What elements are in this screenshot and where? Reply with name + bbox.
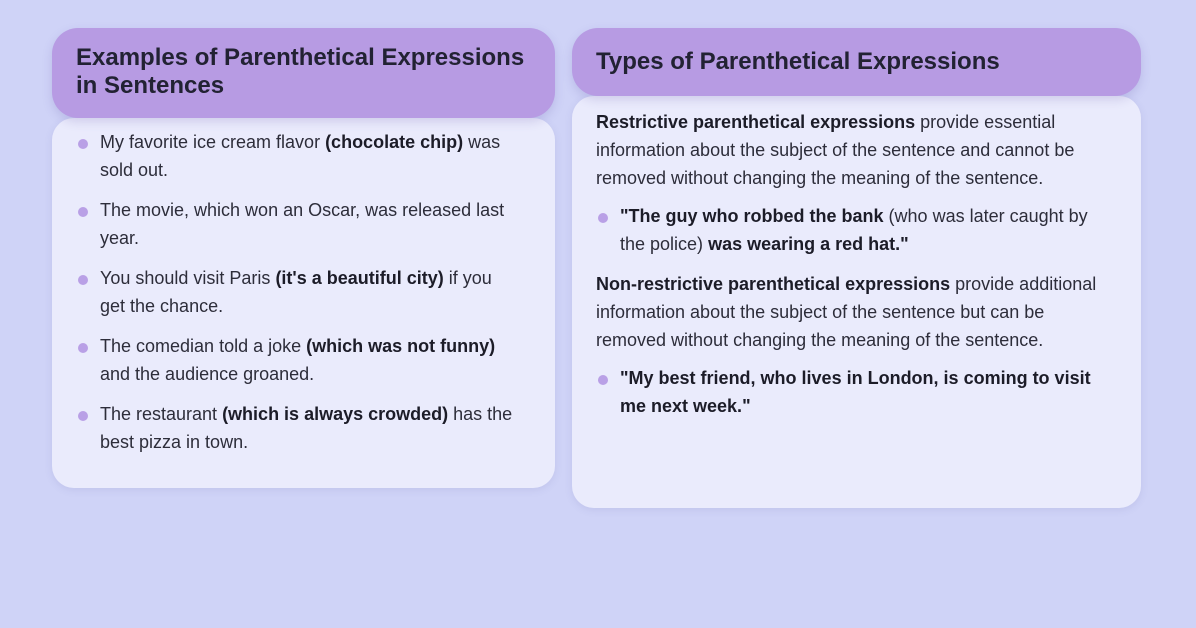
- example-item: The restaurant (which is always crowded) has the best pizza in town.: [76, 400, 515, 456]
- restrictive-definition: Restrictive parenthetical expressions provide essential information about the subject of the sentence and cannot be removed without changing the meaning of the sentence.: [596, 112, 1075, 188]
- examples-card: [52, 118, 555, 488]
- example-item: The movie, which won an Oscar, was released last year.: [76, 196, 515, 252]
- types-title: Types of Parenthetical Expressions: [596, 48, 1000, 75]
- example-item: You should visit Paris (it's a beautiful city) if you get the chance.: [76, 264, 515, 320]
- types-card: [572, 96, 1141, 508]
- restrictive-example: "The guy who robbed the bank (who was later caught by the police) was wearing a red hat.": [596, 202, 1103, 258]
- examples-column: [52, 28, 555, 488]
- example-item: My favorite ice cream flavor (chocolate chip) was sold out.: [76, 128, 515, 184]
- nonrestrictive-example-list: [596, 364, 1103, 420]
- example-item: The comedian told a joke (which was not funny) and the audience groaned.: [76, 332, 515, 388]
- types-column: [572, 28, 1141, 508]
- examples-header: [52, 28, 555, 118]
- restrictive-example-list: [596, 202, 1103, 258]
- types-header: [572, 28, 1141, 96]
- examples-list: [76, 128, 515, 456]
- nonrestrictive-example: "My best friend, who lives in London, is coming to visit me next week.": [596, 364, 1103, 420]
- examples-title: Examples of Parenthetical Expressions in Sentences: [76, 44, 525, 99]
- nonrestrictive-definition: Non-restrictive parenthetical expressions provide additional information about the subject of the sentence but can be removed without changing the meaning of the sentence.: [596, 274, 1097, 350]
